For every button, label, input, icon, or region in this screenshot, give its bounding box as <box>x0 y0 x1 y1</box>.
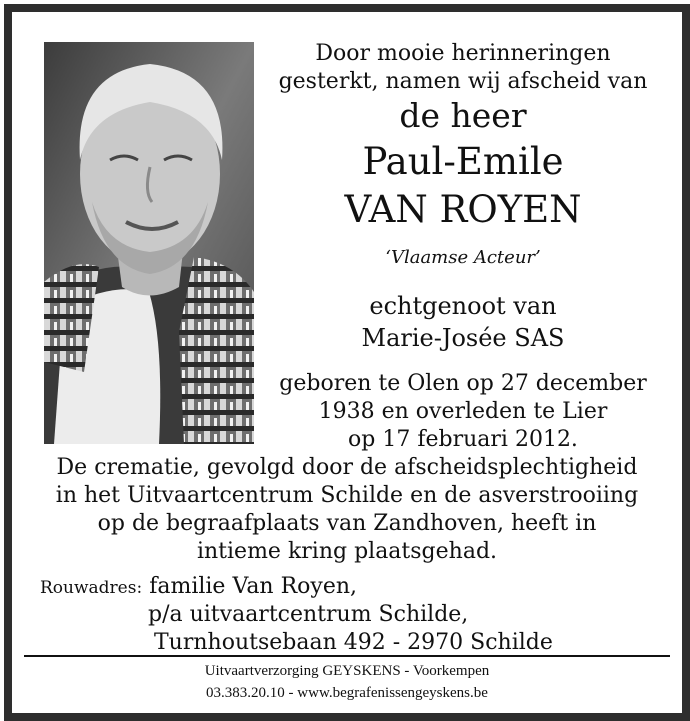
footer-line: 03.383.20.10 - www.begrafenissengeyskens.be <box>206 685 488 701</box>
footer-line: Uitvaartverzorging GEYSKENS - Voorkempen <box>204 663 490 679</box>
address-row <box>40 573 670 601</box>
birth-death-text <box>260 370 666 454</box>
cremation-line: intieme kring plaatsgehad. <box>196 539 498 564</box>
birth-line: geboren te Olen op 27 december <box>279 371 647 396</box>
cremation-line: De crematie, gevolgd door de afscheidsplechtigheid <box>56 455 638 480</box>
honorific-title: de heer <box>399 96 527 135</box>
address-line: familie Van Royen, <box>149 574 358 599</box>
portrait-photo <box>44 42 254 444</box>
footer-divider <box>24 655 670 657</box>
cremation-line: in het Uitvaartcentrum Schilde en de asverstrooiing <box>55 483 639 508</box>
funeral-home-footer <box>24 660 670 704</box>
address-line: Turnhoutsebaan 492 - 2970 Schilde <box>154 630 553 655</box>
address-label: Rouwadres: <box>40 578 143 598</box>
mourning-address <box>40 573 670 657</box>
intro-text <box>260 40 666 96</box>
spouse-text <box>260 290 666 354</box>
address-line: p/a uitvaartcentrum Schilde, <box>148 602 469 627</box>
spouse-line: Marie-Josée SAS <box>361 324 565 352</box>
cremation-line: op de begraafplaats van Zandhoven, heeft in <box>97 511 597 536</box>
last-name: VAN ROYEN <box>344 188 582 231</box>
notice-frame <box>4 4 690 721</box>
cremation-text <box>24 454 670 566</box>
first-name: Paul-Emile <box>362 140 564 183</box>
birth-line: 1938 en overleden te Lier <box>318 399 608 424</box>
intro-line: gesterkt, namen wij afscheid van <box>278 69 648 94</box>
birth-line: op 17 februari 2012. <box>348 427 578 452</box>
role-subtitle: ‘Vlaamse Acteur’ <box>385 247 541 268</box>
intro-line: Door mooie herinneringen <box>315 41 611 66</box>
spouse-line: echtgenoot van <box>369 292 557 320</box>
